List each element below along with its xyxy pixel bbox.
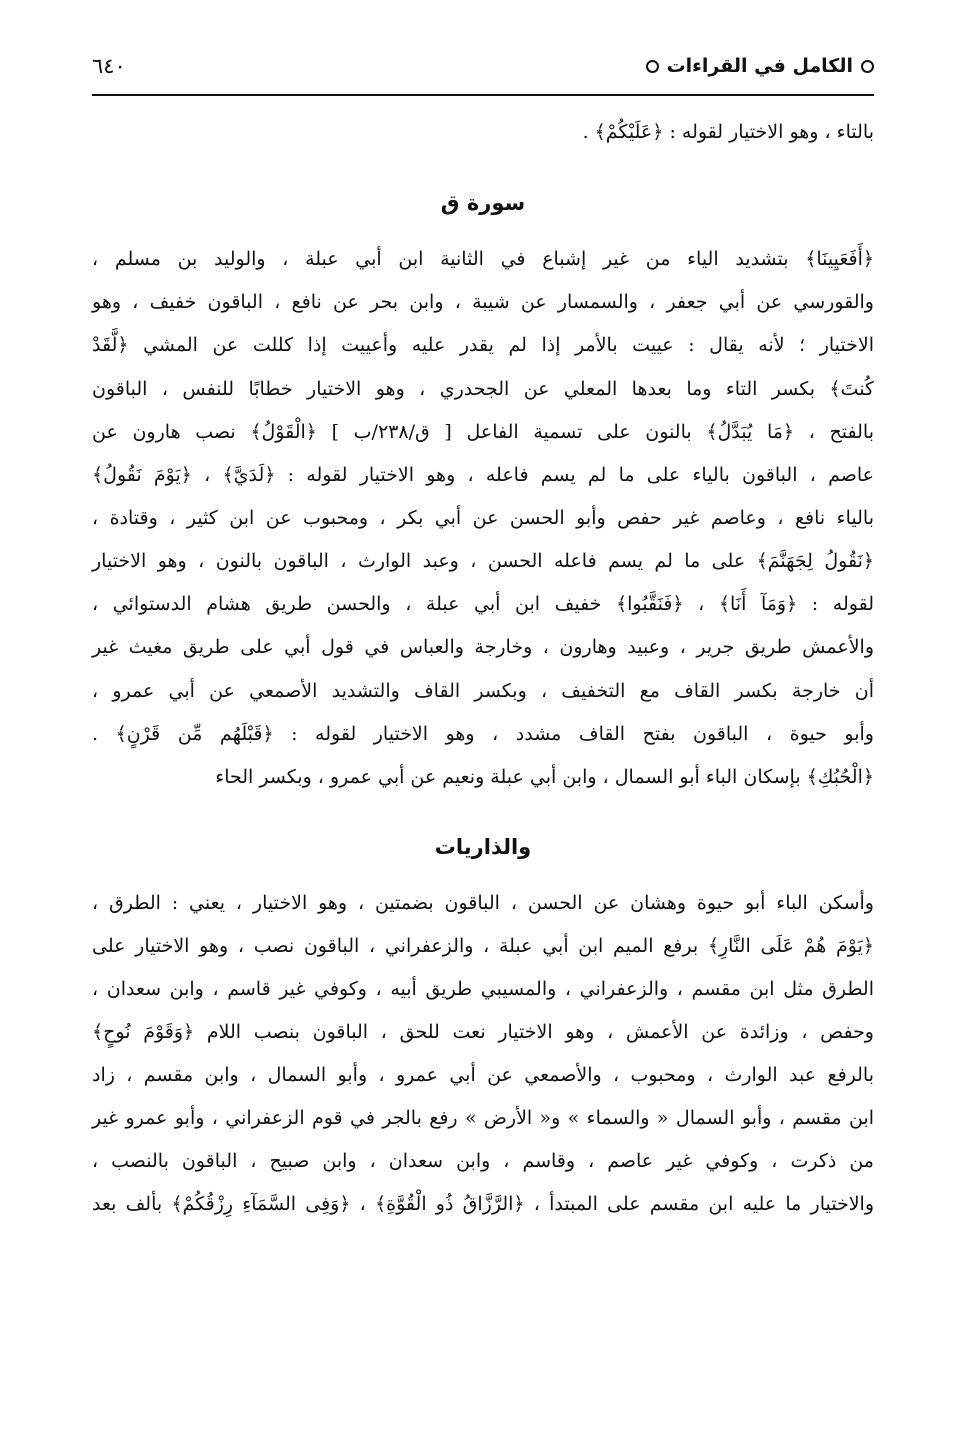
text-line: والأعمش طريق جرير ، وعبيد وهارون ، وخارجة والعباس في قول أبي على طريق مغيث غير xyxy=(92,636,874,658)
circle-ornament-icon xyxy=(646,60,659,73)
text-line: ﴿يَوْمَ هُمْ عَلَى النَّارِ﴾ برفع الميم ابن أبي عبلة ، والزعفراني ، الباقون نصب ، وهو الاختيار على xyxy=(92,935,874,957)
text-line: ﴿الْحُبُكِ﴾ بإسكان الباء أبو السمال ، وابن أبي عبلة ونعيم عن أبي عمرو ، وبكسر الحاء xyxy=(215,766,874,788)
page-header xyxy=(92,44,874,88)
header-rule xyxy=(92,94,874,96)
text-line: بالفتح ، ﴿مَا يُبَدَّلُ﴾ بالنون على تسمية الفاعل [ ق/٢٣٨/ب ] ﴿الْقَوْلُ﴾ نصب هارون عن xyxy=(92,421,874,443)
text-line: كُنتَ﴾ بكسر التاء وما بعدها المعلي عن الجحدري ، وهو الاختيار خطابًا للنفس ، الباقون xyxy=(92,378,874,400)
text-line: بالتاء ، وهو الاختيار لقوله : ﴿عَلَيْكُمْ﴾ . xyxy=(582,121,874,143)
text-line: ﴿أَفَعَيِينَا﴾ بتشديد الياء من غير إشباع في الثانية ابن أبي عبلة ، والوليد بن مسلم ، xyxy=(92,248,874,270)
surah-heading-dhariyat: والذاريات xyxy=(434,835,532,859)
circle-ornament-icon xyxy=(861,60,874,73)
text-line: الاختيار ؛ لأنه يقال : عييت بالأمر إذا لم يقدر عليه وأعييت إذا كللت عن المشي ﴿لَّقَدْ xyxy=(92,334,874,356)
running-title-text: الكامل في القراءات xyxy=(666,55,853,77)
text-line: وأبو حيوة ، الباقون بفتح القاف مشدد ، وهو الاختيار لقوله : ﴿قَبْلَهُم مِّن قَرْنٍ﴾ . xyxy=(92,723,874,745)
text-line: وحفص ، وزائدة عن الأعمش ، وهو الاختيار نعت للحق ، الباقون بنصب اللام ﴿وَقَوْمَ نُوحٍ﴾ xyxy=(92,1021,874,1043)
running-title xyxy=(646,55,874,77)
text-line: بالياء نافع ، وعاصم غير حفص وأبو الحسن عن أبي بكر ، ومحبوب عن ابن كثير ، وقتادة ، xyxy=(92,507,874,529)
surah-heading-qaf: سورة ق xyxy=(440,191,526,215)
text-line: عاصم ، الباقون بالياء على ما لم يسم فاعله ، وهو الاختيار لقوله : ﴿لَدَيَّ﴾ ، ﴿يَوْمَ نَقُولُ﴾ xyxy=(92,464,874,486)
text-line: لقوله : ﴿وَمَآ أَنَا﴾ ، ﴿فَنَقَّبُوا﴾ خفيف ابن أبي عبلة ، والحسن طريق هشام الدستوائي ، xyxy=(92,593,874,615)
text-line: والقورسي عن أبي جعفر ، والسمسار عن شيبة ، وابن بحر عن نافع ، الباقون خفيف ، وهو xyxy=(92,291,874,313)
text-line: أن خارجة بكسر القاف مع التخفيف ، وبكسر القاف والتشديد الأصمعي عن أبي عمرو ، xyxy=(92,680,874,702)
text-line: الطرق مثل ابن مقسم ، والزعفراني ، والمسيبي طريق أبيه ، وكوفي غير قاسم ، وابن سعدان ، xyxy=(92,978,874,1000)
text-line: من ذكرت ، وكوفي غير عاصم ، وقاسم ، وابن سعدان ، وابن صبيح ، الباقون بالنصب ، xyxy=(92,1150,874,1172)
text-line: وأسكن الباء أبو حيوة وهشان عن الحسن ، الباقون بضمتين ، وهو الاختيار ، يعني : الطرق ، xyxy=(92,892,874,914)
text-line: بالرفع عبد الوارث ، ومحبوب ، والأصمعي عن أبي عمرو ، وأبو السمال ، وابن مقسم ، زاد xyxy=(92,1064,874,1086)
page-number: ٦٤٠ xyxy=(92,54,126,78)
text-line: ابن مقسم ، وأبو السمال « والسماء » و« الأرض » رفع بالجر في قوم الزعفراني ، وأبو عمرو غير xyxy=(92,1107,874,1129)
text-line: ﴿نَقُولُ لِجَهَنَّمَ﴾ على ما لم يسم فاعله الحسن ، وعبد الوارث ، الباقون بالنون ، وهو الاختيار xyxy=(92,550,874,572)
text-line: والاختيار ما عليه ابن مقسم على المبتدأ ، ﴿الرَّزَّاقُ ذُو الْقُوَّةِ﴾ ، ﴿وَفِى السَّمَآءِ رِزْقُكُمْ﴾ بألف بعد xyxy=(92,1193,874,1215)
